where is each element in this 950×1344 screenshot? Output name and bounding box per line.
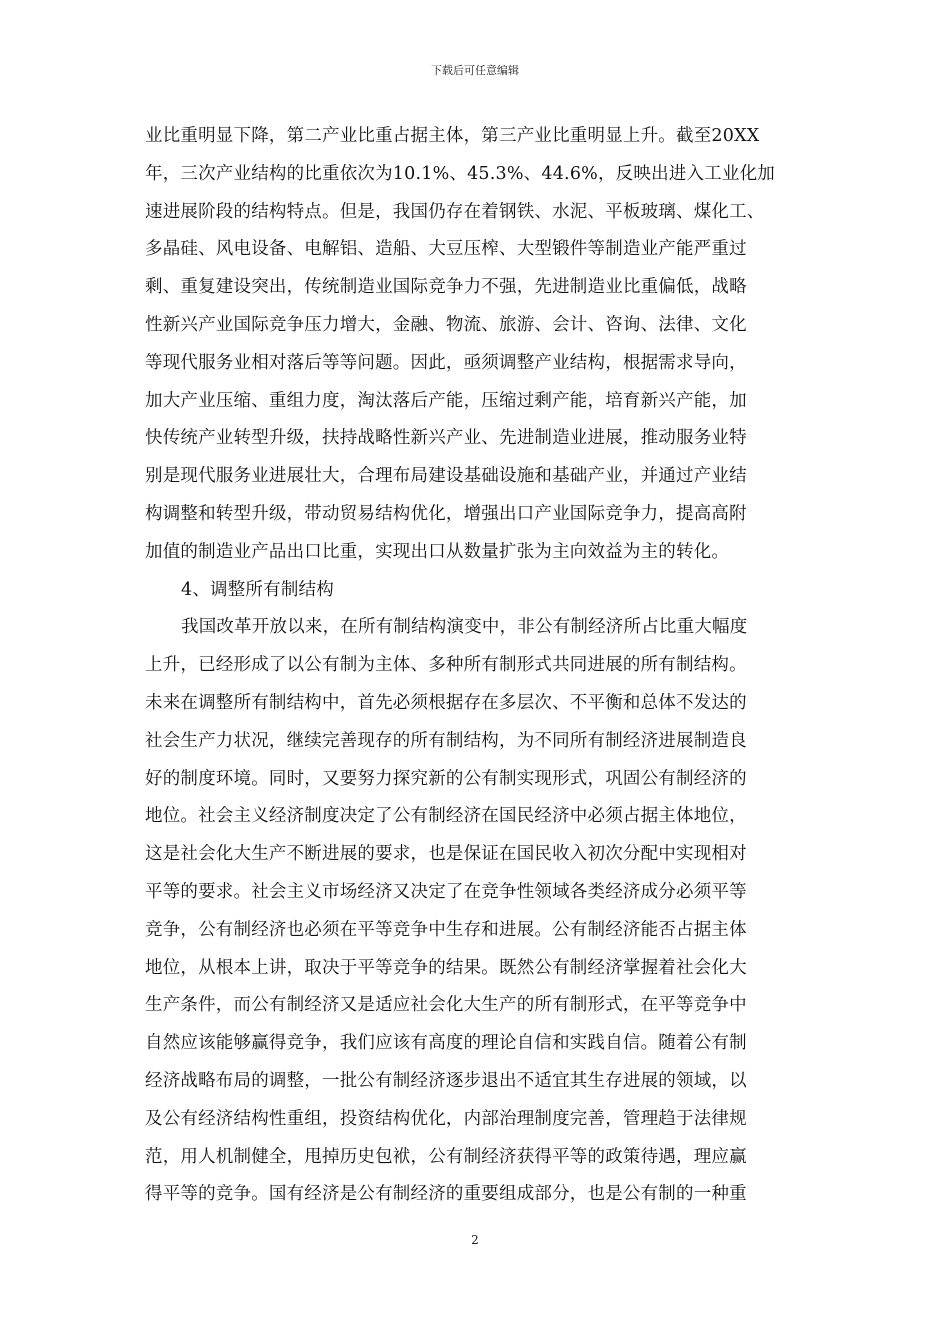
text-line-9: 快传统产业转型升级，扶持战略性新兴产业、先进制造业进展，推动服务业特 — [145, 428, 747, 449]
text-line-2: 年，三次产业结构的比重依次为10.1%、45.3%、44.6%，反映出进入工业化加 — [145, 163, 775, 184]
text-line-15: 上升，已经形成了以公有制为主体、多种所有制形式共同进展的所有制结构。 — [145, 655, 747, 676]
text-line-6: 性新兴产业国际竞争压力增大，金融、物流、旅游、会计、咨询、法律、文化 — [145, 314, 747, 335]
text-line-16: 未来在调整所有制结构中，首先必须根据存在多层次、不平衡和总体不发达的 — [145, 692, 747, 713]
text-line-17: 社会生产力状况，继续完善现存的所有制结构，为不同所有制经济进展制造良 — [145, 730, 747, 751]
text-line-24: 生产条件，而公有制经济又是适应社会化大生产的所有制形式，在平等竞争中 — [145, 995, 747, 1016]
text-line-14: 我国改革开放以来，在所有制结构演变中，非公有制经济所占比重大幅度 — [181, 617, 748, 638]
document-body — [145, 118, 810, 1214]
text-line-20: 这是社会化大生产不断进展的要求，也是保证在国民收入初次分配中实现相对 — [145, 844, 747, 865]
text-line-3: 速进展阶段的结构特点。但是，我国仍存在着钢铁、水泥、平板玻璃、煤化工、 — [145, 201, 765, 222]
text-line-7: 等现代服务业相对落后等等问题。因此，亟须调整产业结构，根据需求导向， — [145, 352, 747, 373]
text-line-4: 多晶硅、风电设备、电解铝、造船、大豆压榨、大型锻件等制造业产能严重过 — [145, 239, 747, 260]
text-line-22: 竞争，公有制经济也必须在平等竞争中生存和进展。公有制经济能否占据主体 — [145, 919, 747, 940]
text-line-1: 业比重明显下降，第二产业比重占据主体，第三产业比重明显上升。截至20XX — [145, 126, 760, 146]
text-line-12: 加值的制造业产品出口比重，实现出口从数量扩张为主向效益为主的转化。 — [145, 541, 730, 562]
text-line-27: 及公有经济结构性重组，投资结构优化，内部治理制度完善，管理趋于法律规 — [145, 1108, 747, 1129]
text-line-23: 地位，从根本上讲，取决于平等竞争的结果。既然公有制经济掌握着社会化大 — [145, 957, 747, 978]
text-line-11: 构调整和转型升级，带动贸易结构优化，增强出口产业国际竞争力，提高高附 — [145, 503, 747, 524]
text-line-19: 地位。社会主义经济制度决定了公有制经济在国民经济中必须占据主体地位， — [145, 806, 747, 827]
text-line-26: 经济战略布局的调整，一批公有制经济逐步退出不适宜其生存进展的领域，以 — [145, 1070, 747, 1091]
text-line-25: 自然应该能够赢得竞争，我们应该有高度的理论自信和实践自信。随着公有制 — [145, 1033, 747, 1054]
text-line-29: 得平等的竞争。国有经济是公有制经济的重要组成部分，也是公有制的一种重 — [145, 1184, 747, 1205]
text-line-8: 加大产业压缩、重组力度，淘汰落后产能，压缩过剩产能，培育新兴产能，加 — [145, 390, 747, 411]
text-line-18: 好的制度环境。同时，又要努力探究新的公有制实现形式，巩固公有制经济的 — [145, 768, 747, 789]
section-heading: 4、调整所有制结构 — [181, 579, 334, 600]
text-line-21: 平等的要求。社会主义市场经济又决定了在竞争性领域各类经济成分必须平等 — [145, 881, 747, 902]
page-number: 2 — [471, 1233, 479, 1247]
page-header: 下载后可任意编辑 — [431, 64, 519, 77]
text-line-10: 别是现代服务业进展壮大，合理布局建设基础设施和基础产业，并通过产业结 — [145, 466, 747, 487]
text-line-28: 范，用人机制健全，甩掉历史包袱，公有制经济获得平等的政策待遇，理应赢 — [145, 1146, 747, 1167]
text-line-5: 剩、重复建设突出，传统制造业国际竞争力不强，先进制造业比重偏低，战略 — [145, 277, 747, 298]
